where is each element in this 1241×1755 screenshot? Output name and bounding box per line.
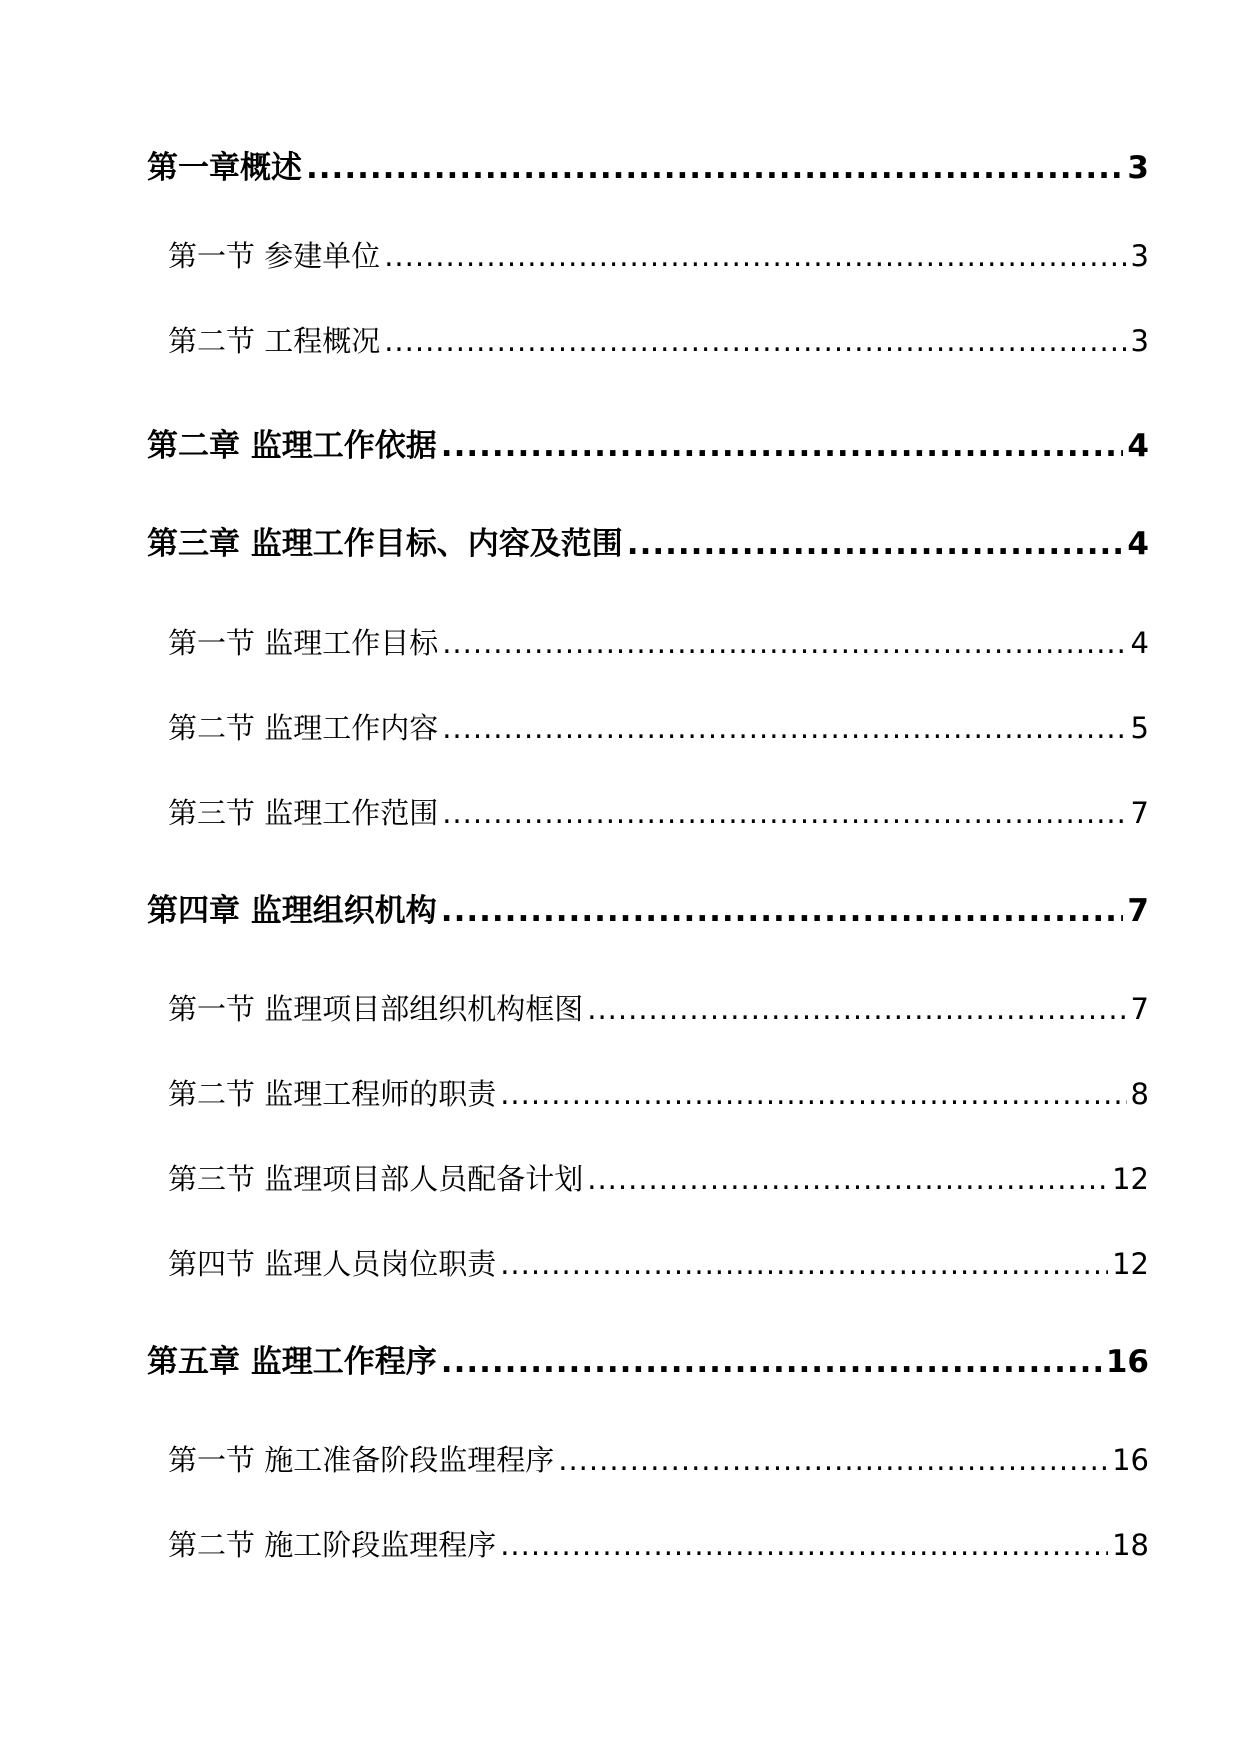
toc-dot-leader [441,891,1124,931]
toc-dot-leader [442,708,1126,748]
toc-entry-chapter-2[interactable] [147,426,1149,466]
toc-dot-leader [627,524,1124,564]
toc-dot-leader [500,1244,1108,1284]
toc-dot-leader [587,989,1126,1029]
toc-entry-page: 4 [1127,526,1149,562]
toc-entry-title: 第五章 监理工作程序 [147,1344,437,1380]
toc-dot-leader [587,1159,1108,1199]
toc-entry-title: 第一节 参建单位 [168,239,381,273]
toc-entry-page: 8 [1130,1077,1149,1111]
toc-entry-chapter-1[interactable] [147,148,1149,188]
toc-entry-title: 第四章 监理组织机构 [147,893,437,929]
toc-entry-chapter-3[interactable] [147,524,1149,564]
toc-entry-section-1-2[interactable] [168,321,1149,361]
toc-dot-leader [500,1525,1108,1565]
toc-dot-leader [306,148,1123,188]
toc-entry-page: 16 [1112,1443,1149,1477]
toc-entry-page: 12 [1112,1162,1149,1196]
toc-entry-section-4-1[interactable] [168,989,1149,1029]
toc-entry-section-5-2[interactable] [168,1525,1149,1565]
toc-entry-page: 3 [1127,150,1149,186]
toc-entry-section-4-2[interactable] [168,1074,1149,1114]
toc-dot-leader [558,1440,1108,1480]
toc-entry-chapter-5[interactable] [147,1342,1149,1382]
toc-dot-leader [384,321,1126,361]
toc-entry-section-3-2[interactable] [168,708,1149,748]
toc-entry-section-4-3[interactable] [168,1159,1149,1199]
toc-entry-title: 第一节 施工准备阶段监理程序 [168,1443,555,1477]
toc-entry-title: 第四节 监理人员岗位职责 [168,1247,497,1281]
toc-entry-title: 第三节 监理工作范围 [168,796,439,830]
toc-entry-title: 第一节 监理工作目标 [168,626,439,660]
toc-dot-leader [442,623,1126,663]
toc-entry-page: 3 [1130,324,1149,358]
toc-entry-title: 第二章 监理工作依据 [147,428,437,464]
toc-entry-title: 第二节 监理工作内容 [168,711,439,745]
toc-dot-leader [500,1074,1126,1114]
toc-entry-page: 16 [1105,1344,1149,1380]
toc-entry-section-3-3[interactable] [168,793,1149,833]
toc-entry-section-1-1[interactable] [168,236,1149,276]
toc-entry-chapter-4[interactable] [147,891,1149,931]
toc-entry-page: 7 [1127,893,1149,929]
toc-entry-page: 4 [1130,626,1149,660]
toc-entry-page: 3 [1130,239,1149,273]
toc-entry-page: 7 [1130,796,1149,830]
toc-entry-title: 第一节 监理项目部组织机构框图 [168,992,584,1026]
toc-entry-section-4-4[interactable] [168,1244,1149,1284]
toc-entry-title: 第三章 监理工作目标、内容及范围 [147,526,623,562]
toc-entry-title: 第三节 监理项目部人员配备计划 [168,1162,584,1196]
toc-entry-page: 12 [1112,1247,1149,1281]
toc-dot-leader [384,236,1126,276]
toc-entry-title: 第二节 施工阶段监理程序 [168,1528,497,1562]
toc-dot-leader [441,426,1124,466]
toc-entry-page: 4 [1127,428,1149,464]
toc-entry-page: 18 [1112,1528,1149,1562]
toc-entry-page: 7 [1130,992,1149,1026]
toc-entry-title: 第二节 工程概况 [168,324,381,358]
toc-entry-title: 第二节 监理工程师的职责 [168,1077,497,1111]
toc-entry-title: 第一章概述 [147,150,302,186]
toc-dot-leader [442,793,1126,833]
toc-entry-section-3-1[interactable] [168,623,1149,663]
toc-entry-section-5-1[interactable] [168,1440,1149,1480]
toc-dot-leader [441,1342,1102,1382]
toc-entry-page: 5 [1130,711,1149,745]
